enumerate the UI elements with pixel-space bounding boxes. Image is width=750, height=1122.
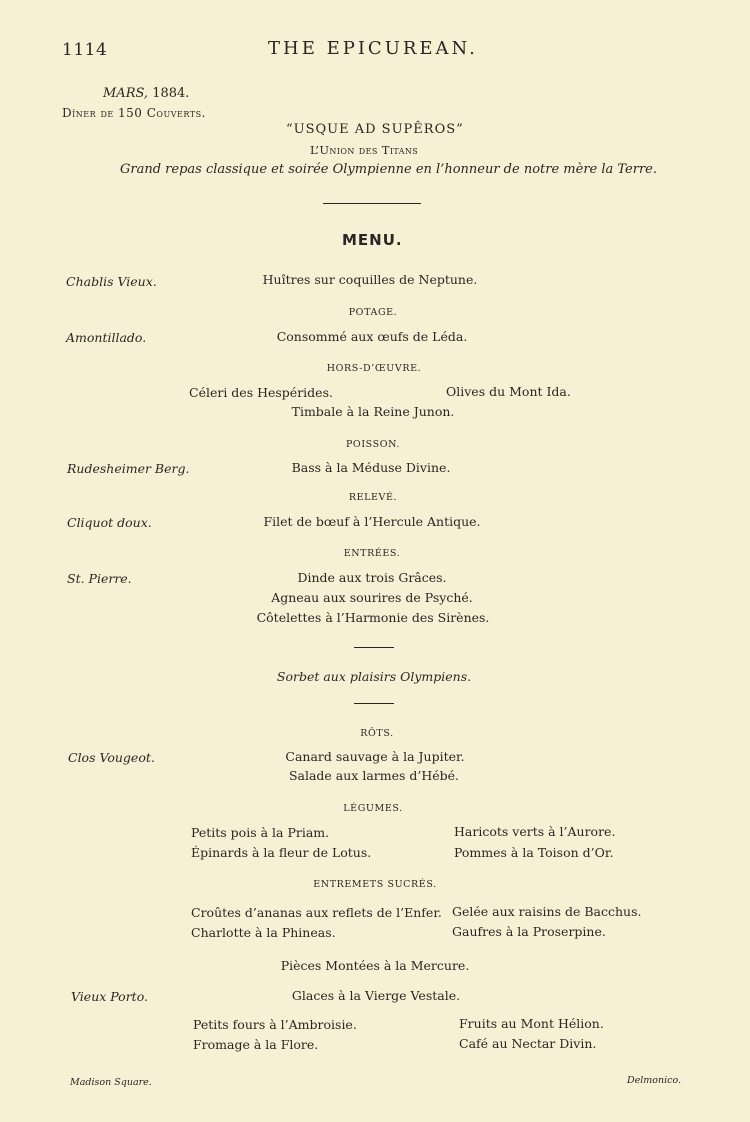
dish-gelee: Gelée aux raisins de Bacchus. [452,904,642,919]
dish-huitres: Huîtres sur coquilles de Neptune. [262,272,478,287]
section-rots: RÔTS. [360,728,394,739]
dish-pieces-montees: Pièces Montées à la Mercure. [280,958,470,973]
divider-rule [354,703,394,704]
dish-charlotte: Charlotte à la Phineas. [191,925,336,940]
dish-petits-pois: Petits pois à la Priam. [191,825,330,840]
divider-rule [323,203,421,204]
section-poisson: POISSON. [345,439,401,450]
date-line [103,86,189,101]
footer-restaurant: Delmonico. [627,1075,682,1086]
dish-pommes: Pommes à la Toison d’Or. [454,845,614,860]
dish-sorbet: Sorbet aux plaisirs Olympiens. [276,669,472,684]
dinner-covers: Dîner de 150 Couverts. [62,106,206,120]
section-potage: POTAGE. [348,307,398,318]
wine-cliquot: Cliquot doux. [67,515,152,530]
dish-salade: Salade aux larmes d’Hébé. [288,768,460,783]
running-title: THE EPICUREAN. [268,38,478,59]
dish-haricots: Haricots verts à l’Aurore. [454,824,616,839]
dish-timbale: Timbale à la Reine Junon. [291,404,455,419]
dish-cafe: Café au Nectar Divin. [459,1036,597,1051]
dinner-subtitle: Grand repas classique et soirée Olympienne en l’honneur de notre mère la Terre. [120,162,658,177]
dish-agneau: Agneau aux sourires de Psyché. [271,590,473,605]
wine-chablis: Chablis Vieux. [66,274,157,289]
section-entremets: ENTREMETS SUCRÉS. [313,879,437,890]
wine-amontillado: Amontillado. [66,330,147,345]
menu-title: MENU. [342,231,403,249]
dish-fromage: Fromage à la Flore. [193,1037,319,1052]
dish-cotelettes: Côtelettes à l’Harmonie des Sirènes. [256,610,490,625]
section-entrees: ENTRÉES. [343,548,401,559]
dish-bass: Bass à la Méduse Divine. [291,460,451,475]
dish-celeri: Céleri des Hespérides. [189,385,333,400]
dish-dinde: Dinde aux trois Grâces. [297,570,447,585]
wine-st-pierre: St. Pierre. [67,571,132,586]
wine-clos-vougeot: Clos Vougeot. [68,750,155,765]
dish-glaces: Glaces à la Vierge Vestale. [291,988,461,1003]
section-releve: RELEVÉ. [348,492,398,503]
dish-olives: Olives du Mont Ida. [446,384,571,399]
dish-fruits: Fruits au Mont Hélion. [459,1016,604,1031]
section-hors-doeuvre: HORS-D’ŒUVRE. [326,363,422,374]
date-month: MARS, [103,86,149,101]
motto: “USQUE AD SUPÊROS” [286,122,464,137]
dish-gaufres: Gaufres à la Proserpine. [452,924,606,939]
dish-consomme: Consommé aux œufs de Léda. [276,329,468,344]
dish-canard: Canard sauvage à la Jupiter. [285,749,465,764]
footer-location: Madison Square. [70,1077,152,1088]
dish-epinards: Épinards à la fleur de Lotus. [191,845,372,860]
dish-filet: Filet de bœuf à l’Hercule Antique. [263,514,481,529]
wine-vieux-porto: Vieux Porto. [71,989,148,1004]
divider-rule [354,647,394,648]
dish-croutes: Croûtes d’ananas aux reflets de l’Enfer. [191,905,442,920]
page-number: 1114 [62,40,108,60]
date-year: 1884. [152,86,190,101]
dish-petits-fours: Petits fours à l’Ambroisie. [193,1017,357,1032]
wine-rudesheimer: Rudesheimer Berg. [67,461,190,476]
section-legumes: LÉGUMES. [343,803,403,814]
union-title: L’Union des Titans [310,143,419,157]
